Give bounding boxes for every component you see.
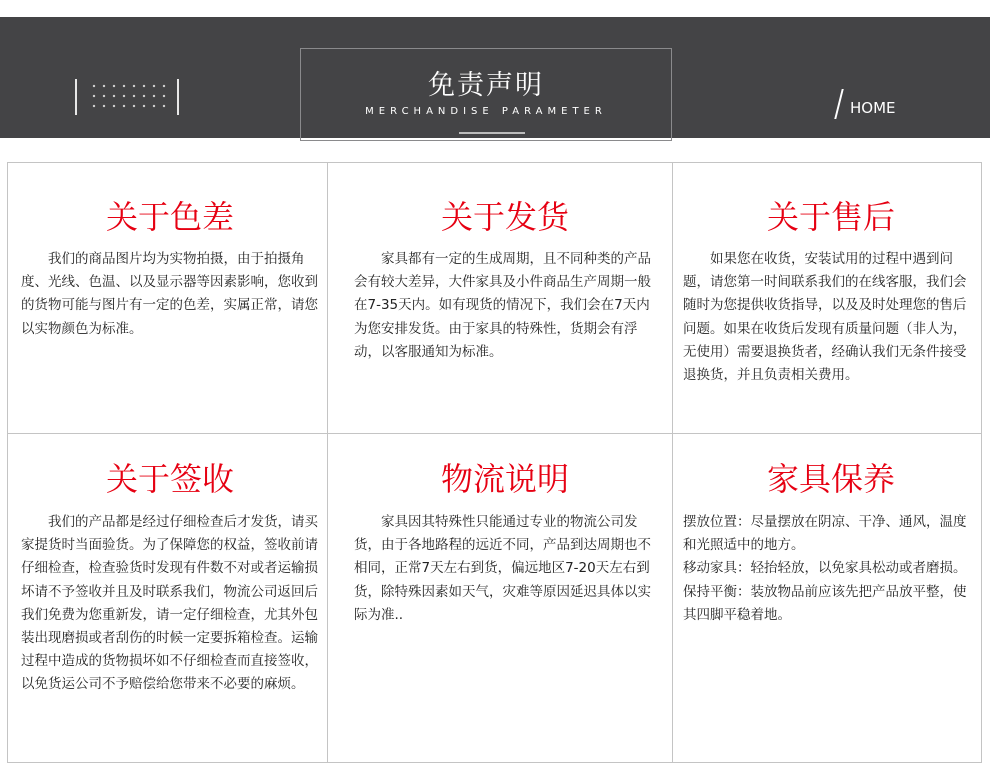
grid-divider-2 [672,162,673,763]
title-frame [300,48,672,141]
section-title: 关于发货 [440,198,569,236]
section-title: 关于色差 [105,198,234,236]
section-text: 家具都有一定的生成周期，且不同种类的产品会有较大差异，大件家具及小件商品生产周期一般在7-35天内。如有现货的情况下，我们会在7天内为您安排发货。由于家具的特殊性，货期会有浮动，以客服通知为标准。 [354,251,651,360]
section-furniture-care [683,460,979,627]
decor-dot-grid [89,81,167,111]
section-shipping [354,198,656,364]
section-text: 家具因其特殊性只能通过专业的物流公司发货，由于各地路程的远近不同，产品到达周期也不相同，正常7天左右到货，偏远地区7-20天左右到货，除特殊因素如天气，灾难等原因延迟具体以实际为准.. [354,514,651,623]
section-color-difference [21,198,319,341]
disclaimer-grid [7,162,982,763]
section-title: 家具保养 [766,460,895,498]
page-title: 免责声明 [428,70,544,101]
slash-divider [834,89,843,119]
section-title: 关于签收 [105,460,234,498]
section-logistics [354,460,656,627]
grid-border-right [981,162,982,763]
section-text: 我们的商品图片均为实物拍摄，由于拍摄角度、光线、色温、以及显示器等因素影响，您收到的货物可能与图片有一定的色差，实属正常，请您以实物颜色为标准。 [21,251,318,337]
page-subtitle: MERCHANDISE PARAMETER [365,106,607,117]
section-title: 关于售后 [766,198,895,236]
title-underline [459,132,525,134]
section-title: 物流说明 [440,460,569,498]
grid-divider-1 [327,162,328,763]
decor-bar-right [177,79,179,115]
section-text: 我们的产品都是经过仔细检查后才发货，请买家提货时当面验货。为了保障您的权益，签收前请仔细检查，检查验货时发现有件数不对或者运输损坏请不予签收并且及时联系我们，物流公司返回后我们免费为您重新发，请一定仔细检查，尤其外包装出现磨损或者刮伤的时候一定要拆箱检查。运输过程中造成的货物损坏如不仔细检查而直接签收，以免货运公司不予赔偿给您带来不必要的麻烦。 [21,514,318,693]
home-link[interactable]: HOME [850,99,896,117]
section-receipt [21,460,319,697]
grid-border-left [7,162,8,763]
section-text: 移动家具：轻抬轻放，以免家具松动或者磨损。保持平衡：装放物品前应该先把产品放平整，使其四脚平稳着地。 [683,560,967,623]
section-text: 如果您在收货，安装试用的过程中遇到问题，请您第一时间联系我们的在线客服，我们会随时为您提供收货指导，以及及时处理您的售后问题。如果在收货后发现有质量问题（非人为，无使用）需要退换货者，经确认我们无条件接受退换货，并且负责相关费用。 [683,251,967,384]
grid-row-divider [7,433,982,434]
grid-border-bottom [7,762,982,763]
section-text: 摆放位置：尽量摆放在阴凉、干净、通风，温度和光照适中的地方。 [683,514,967,554]
header-banner [0,17,990,138]
section-after-sales [683,198,979,387]
grid-border-top [7,162,982,163]
decor-bar-left [75,79,77,115]
